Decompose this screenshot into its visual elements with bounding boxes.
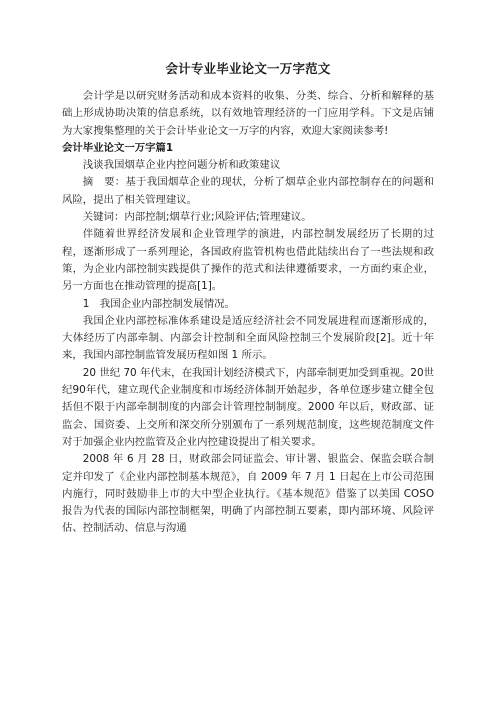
intro-paragraph: 会计学是以研究财务活动和成本资料的收集、分类、综合、分析和解释的基础上形成协助决策的信息系统，以有效地管理经济的一门应用学科。下文是店铺为大家搜集整理的关于会计毕业论文一万字的内容，欢迎大家阅读参考! (62, 90, 434, 137)
section-heading: 会计毕业论文一万字篇1 (62, 141, 174, 154)
body-paragraph-3: 20 世纪 70 年代末，在我国计划经济模式下，内部牵制更加受到重视。20世纪90年代，建立现代企业制度和市场经济体制开始起步，各单位逐步建立健全包括但不限于内部牵制制度的内部会计管理控制制度。2000 年以后，财政部、证监会、国资委、上交所和深交所分别颁布了一系列规范制度，这些规范制度文件对于加强企业内控监管及企业内控建设提出了相关要求。 (62, 366, 434, 448)
subheading-1: 1 我国企业内部控制发展情况。 (82, 297, 235, 310)
body-paragraph-4: 2008 年 6 月 28 日，财政部会同证监会、审计署、银监会、保监会联合制定并印发了《企业内部控制基本规范》，自 2009 年 7 月 1 日起在上市公司范围内施行，同时鼓励非上市的大中型企业执行。《基本规范》借鉴了以美国 COSO 报告为代表的国际内部控制框架，明确了内部控制五要素，即内部环境、风险评估、控制活动、信息与沟通 (62, 453, 434, 535)
document-title: 会计专业毕业论文一万字范文 (165, 61, 331, 76)
keywords-paragraph: 关键词：内部控制;烟草行业;风险评估;管理建议。 (82, 211, 312, 224)
document-page (62, 60, 434, 538)
body-paragraph-1: 伴随着世界经济发展和企业管理学的演进，内部控制发展经历了长期的过程，逐渐形成了一系列理论，各国政府监管机构也借此陆续出台了一些法规和政策，为企业内部控制实践提供了操作的范式和法律遵循要求，一方面约束企业，另一方面也在推动管理的提高[1]。 (62, 228, 434, 293)
body-paragraph-2: 我国企业内部控标准体系建设是适应经济社会不同发展进程而逐渐形成的，大体经历了内部牵制、内部会计控制和全面风险控制三个发展阶段[2]。近十年来，我国内部控制监管发展历程如图 1 所示。 (62, 314, 434, 362)
article-title: 浅谈我国烟草企业内控问题分析和政策建议 (82, 159, 281, 172)
abstract-paragraph: 摘 要：基于我国烟草企业的现状，分析了烟草企业内部控制存在的问题和风险，提出了相关管理建议。 (62, 176, 434, 206)
